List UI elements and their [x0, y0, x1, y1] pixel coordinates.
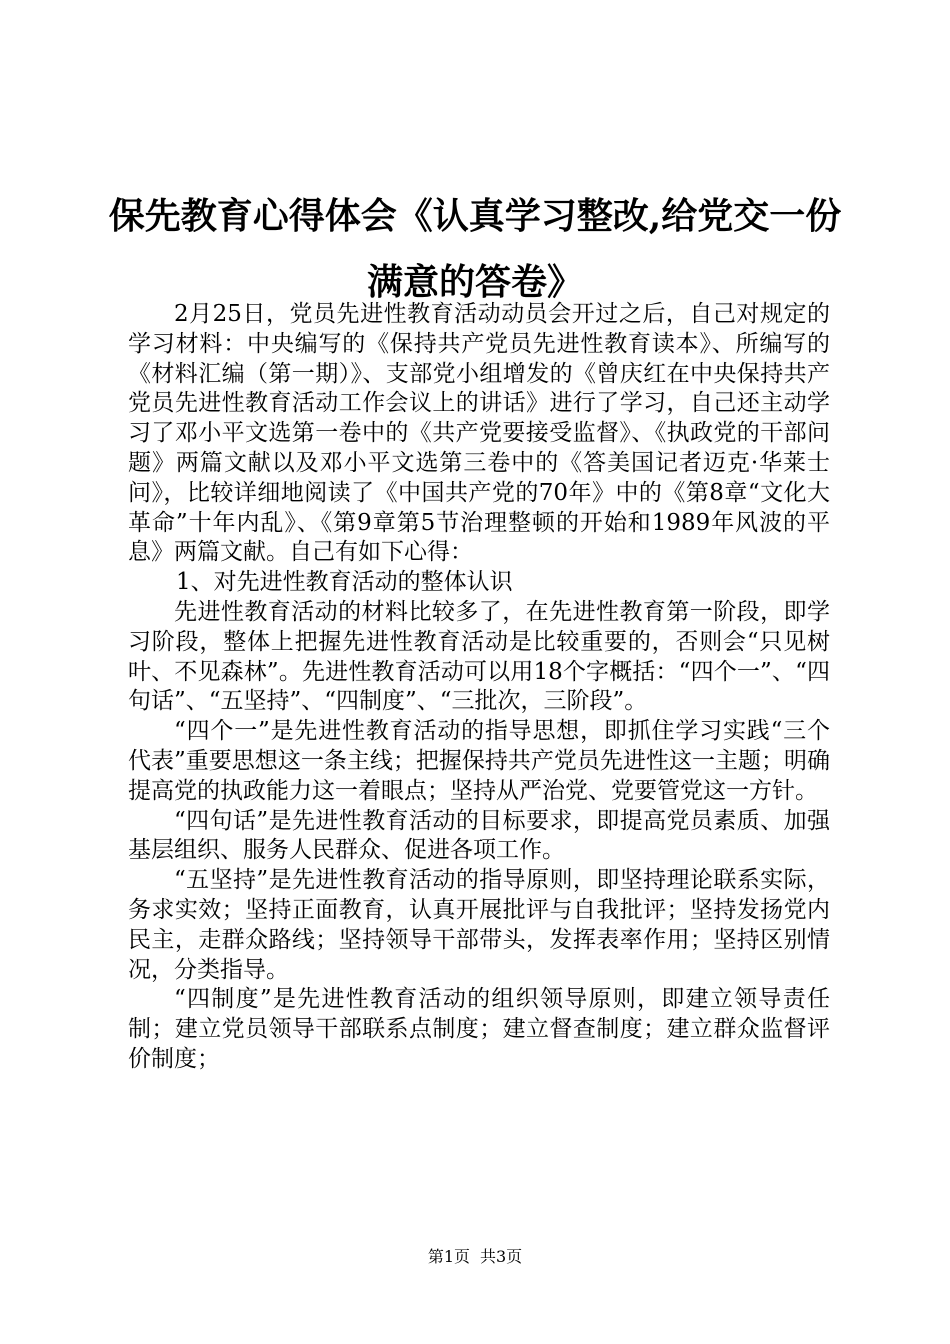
document-title: 保先教育心得体会《认真学习整改,给党交一份满意的答卷》 — [108, 195, 842, 303]
paragraph-four-sentences: “四句话”是先进性教育活动的目标要求，即提高党员素质、加强基层组织、服务人民群众、促进各项工作。 — [128, 807, 830, 864]
paragraph-four-ones: “四个一”是先进性教育活动的指导思想，即抓住学习实践“三个代表”重要思想这一条主线；把握保持共产党员先进性这一主题；明确提高党的执政能力这一着眼点；坚持从严治党、党要管党这一方针。 — [128, 718, 830, 804]
page-total: 共3页 — [480, 1247, 523, 1266]
paragraph-five-persist: “五坚持”是先进性教育活动的指导原则，即坚持理论联系实际，务求实效；坚持正面教育，认真开展批评与自我批评；坚持发扬党内民主，走群众路线；坚持领导干部带头，发挥表率作用；坚持区别情况，分类指导。 — [128, 867, 830, 983]
paragraph-four-systems: “四制度”是先进性教育活动的组织领导原则，即建立领导责任制；建立党员领导干部联系点制度；建立督查制度；建立群众监督评价制度； — [128, 986, 830, 1072]
document-body — [128, 300, 830, 1075]
paragraph-overview: 先进性教育活动的材料比较多了，在先进性教育第一阶段，即学习阶段，整体上把握先进性教育活动是比较重要的，否则会“只见树叶、不见森林”。先进性教育活动可以用18个字概括：“四个一”、“四句话”、“五坚持”、“四制度”、“三批次，三阶段”。 — [128, 598, 830, 715]
page-footer — [0, 1247, 950, 1267]
page-number: 第1页 — [427, 1247, 470, 1266]
paragraph-intro: 2月25日，党员先进性教育活动动员会开过之后，自己对规定的学习材料：中央编写的《保持共产党员先进性教育读本》、所编写的《材料汇编（第一期）》、支部党小组增发的《曾庆红在中央保持共产党员先进性教育活动工作会议上的讲话》进行了学习，自己还主动学习了邓小平文选第一卷中的《共产党要接受监督》、《执政党的干部问题》两篇文献以及邓小平文选第三卷中的《答美国记者迈克·华莱士问》，比较详细地阅读了《中国共产党的70年》中的《第8章“文化大革命”十年内乱》、《第9章第5节治理整顿的开始和1989年风波的平息》两篇文献。自己有如下心得： — [128, 301, 830, 566]
section-heading: 1、对先进性教育活动的整体认识 — [176, 569, 513, 596]
